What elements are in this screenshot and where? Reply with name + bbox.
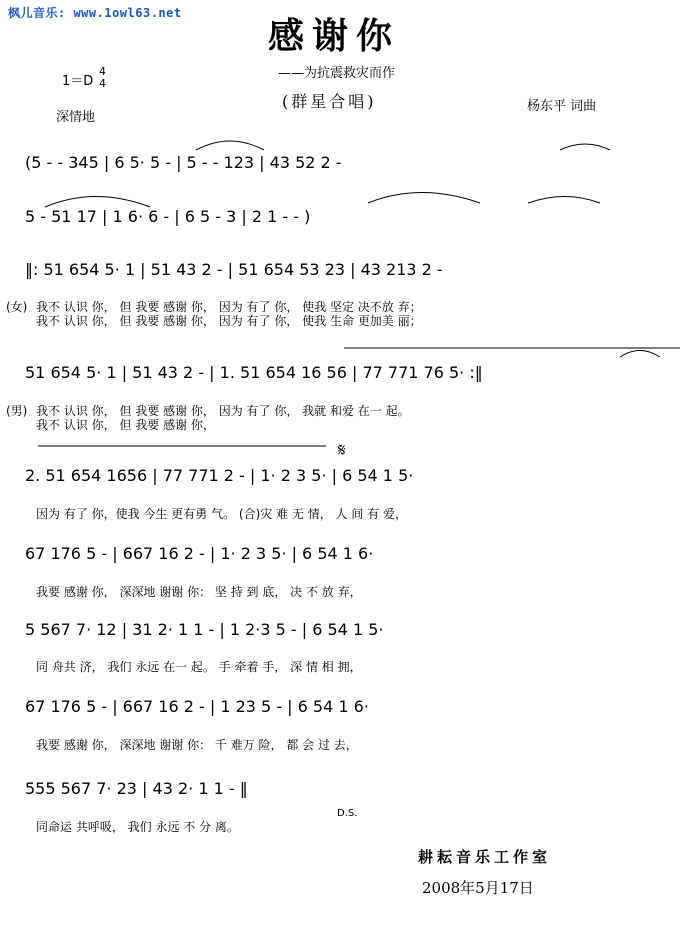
performance-note: (群星合唱) (282, 92, 377, 111)
lyric-row-4a: 我不 认识 你， 但 我要 感谢 你， 因为 有了 你， 我就 和爱 在一 起。 (36, 404, 410, 418)
lyric-row-5: 因为 有了 你，使我 今生 更有勇 气。 (合)灾 难 无 情， 人 间 有 爱， (36, 507, 407, 521)
song-title: 感谢你 (268, 15, 401, 57)
date-stamp: 2008年5月17日 (422, 879, 534, 897)
lyric-row-3b: 我不 认识 你， 但 我要 感谢 你， 因为 有了 你， 使我 生命 更加美 丽； (36, 314, 422, 328)
lyric-row-6: 我要 感谢 你， 深深地 谢谢 你： 坚 持 到 底， 决 不 放 弃， (36, 585, 362, 599)
score-row-5: 2. 51 654 1656 | 77 771 2 - | 1· 2 3 5· | 6 54 1 5· (25, 466, 414, 485)
lyric-row-9: 同命运 共呼吸， 我们 永远 不 分 离。 (36, 820, 239, 834)
lyric-prefix-male: (男) (6, 404, 28, 418)
lyric-prefix-female: (女) (6, 300, 28, 314)
song-subtitle: ——为抗震救灾而作 (278, 66, 396, 81)
meter-top: 4 (99, 65, 106, 78)
slur (368, 193, 480, 204)
score-row-7: 5 567 7· 12 | 31 2· 1 1 - | 1 2·3 5 - | 6 54 1 5· (25, 620, 384, 639)
ds-mark: D.S. (337, 808, 358, 819)
lyric-row-8: 我要 感谢 你， 深深地 谢谢 你： 千 难万 险， 都 会 过 去， (36, 738, 358, 752)
score-row-8: 67 176 5 - | 667 16 2 - | 1 23 5 - | 6 54 1 6· (25, 697, 369, 716)
score-row-9: 555 567 7· 23 | 43 2· 1 1 - ‖ (25, 779, 248, 798)
lyric-row-7: 同 舟共 济， 我们 永远 在一 起。 手 牵着 手， 深 情 相 拥， (36, 660, 362, 674)
tempo-marking: 深情地 (56, 110, 96, 125)
slur (560, 144, 610, 150)
author-credit: 杨东平 词曲 (527, 99, 597, 114)
slur (45, 197, 150, 208)
score-row-2: 5 - 51 17 | 1 6· 6 - | 6 5 - 3 | 2 1 - - ) (25, 207, 311, 226)
score-row-4: 51 654 5· 1 | 51 43 2 - | 1. 51 654 16 56 | 77 771 76 5· :‖ (25, 363, 483, 382)
meter-bottom: 4 (99, 77, 106, 90)
score-row-1: (5 - - 345 | 6 5· 5 - | 5 - - 123 | 43 52 2 - (25, 153, 342, 172)
lyric-row-4b: 我不 认识 你， 但 我要 感谢 你， (36, 418, 215, 432)
segno-mark: 𝄋 (338, 440, 346, 461)
lyric-row-3a: 我不 认识 你， 但 我要 感谢 你， 因为 有了 你， 使我 坚定 决不放 弃； (36, 300, 422, 314)
slur (528, 197, 600, 204)
score-row-6: 67 176 5 - | 667 16 2 - | 1· 2 3 5· | 6 54 1 6· (25, 544, 374, 563)
slur (196, 141, 264, 150)
slur (620, 351, 660, 358)
studio-name: 耕耘音乐工作室 (418, 848, 552, 866)
score-row-3: ‖: 51 654 5· 1 | 51 43 2 - | 51 654 53 23 | 43 213 2 - (25, 260, 443, 279)
watermark: 枫儿音乐: www.1owl63.net (8, 6, 182, 20)
key-signature: 1＝D (62, 74, 94, 89)
